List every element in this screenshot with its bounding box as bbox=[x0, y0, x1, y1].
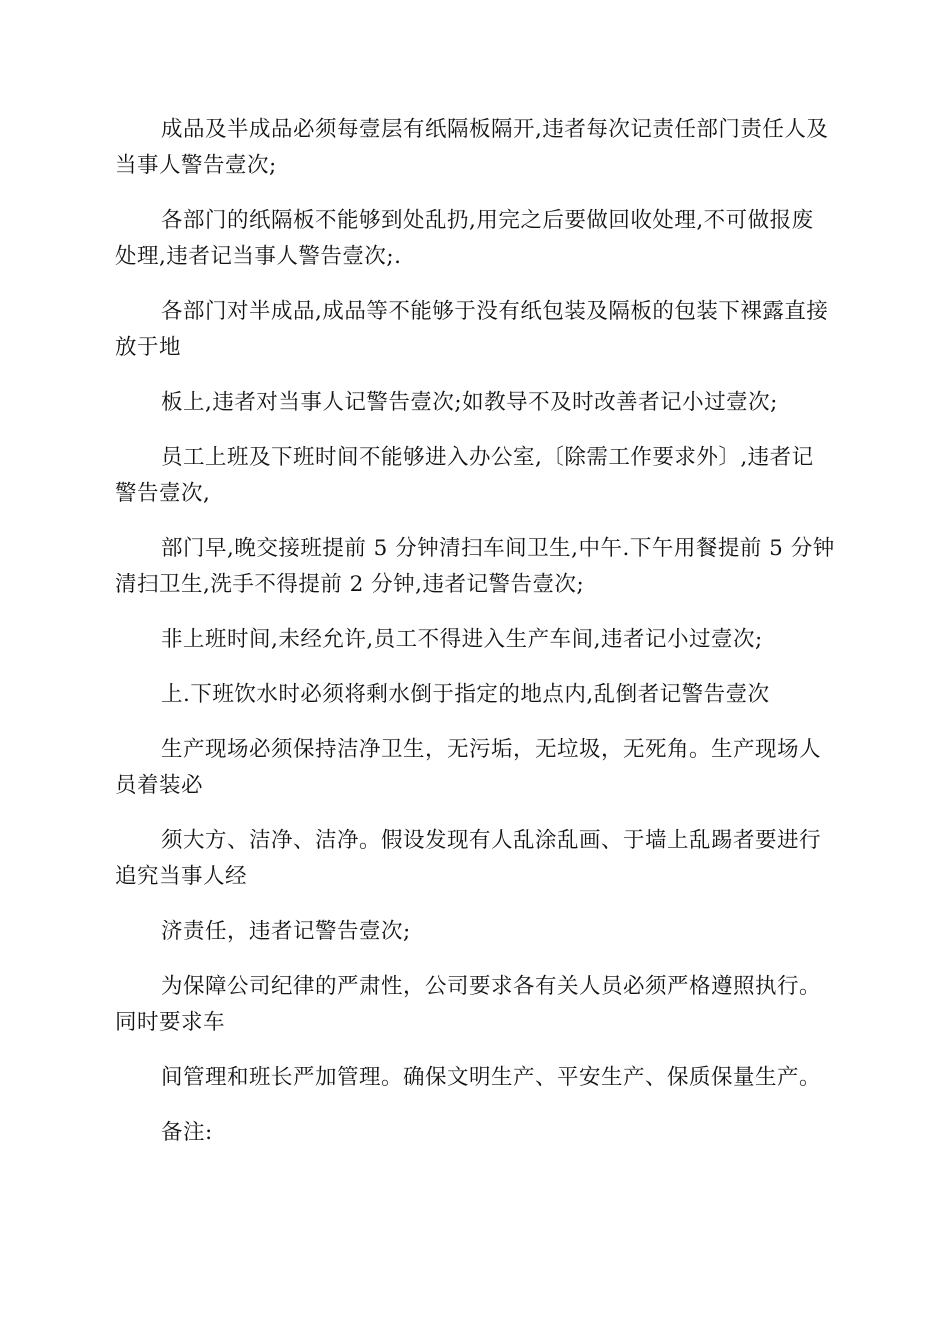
paragraph: 为保障公司纪律的严肃性，公司要求各有关人员必须严格遵照执行。同时要求车 bbox=[115, 974, 822, 1035]
paragraph: 部门早,晚交接班提前 5 分钟清扫车间卫生,中午.下午用餐提前 5 分钟清扫卫生,洗手不得提前 2 分钟,违者记警告壹次; bbox=[115, 536, 835, 597]
paragraph: 成品及半成品必须每壹层有纸隔板隔开,违者每次记责任部门责任人及当事人警告壹次; bbox=[115, 117, 829, 178]
paragraph: 非上班时间,未经允许,员工不得进入生产车间,违者记小过壹次; bbox=[161, 627, 763, 652]
paragraph: 各部门对半成品,成品等不能够于没有纸包装及隔板的包装下裸露直接放于地 bbox=[115, 299, 829, 360]
paragraph: 各部门的纸隔板不能够到处乱扔,用完之后要做回收处理,不可做报废处理,违者记当事人警告壹次;. bbox=[115, 208, 814, 269]
paragraph: 员工上班及下班时间不能够进入办公室,〔除需工作要求外〕,违者记警告壹次, bbox=[115, 445, 814, 506]
paragraph: 须大方、洁净、洁净。假设发现有人乱涂乱画、于墙上乱踢者要进行追究当事人经 bbox=[115, 828, 822, 889]
paragraph: 上.下班饮水时必须将剩水倒于指定的地点内,乱倒者记警告壹次 bbox=[161, 682, 770, 707]
paragraph: 生产现场必须保持洁净卫生，无污垢，无垃圾，无死角。生产现场人员着装必 bbox=[115, 737, 822, 798]
paragraph: 间管理和班长严加管理。确保文明生产、平安生产、保质保量生产。 bbox=[161, 1065, 822, 1090]
notes-label: 备注: bbox=[161, 1120, 213, 1145]
document-body bbox=[115, 112, 835, 1170]
paragraph: 济责任，违者记警告壹次; bbox=[161, 919, 411, 944]
paragraph: 板上,违者对当事人记警告壹次;如教导不及时改善者记小过壹次; bbox=[161, 390, 778, 415]
